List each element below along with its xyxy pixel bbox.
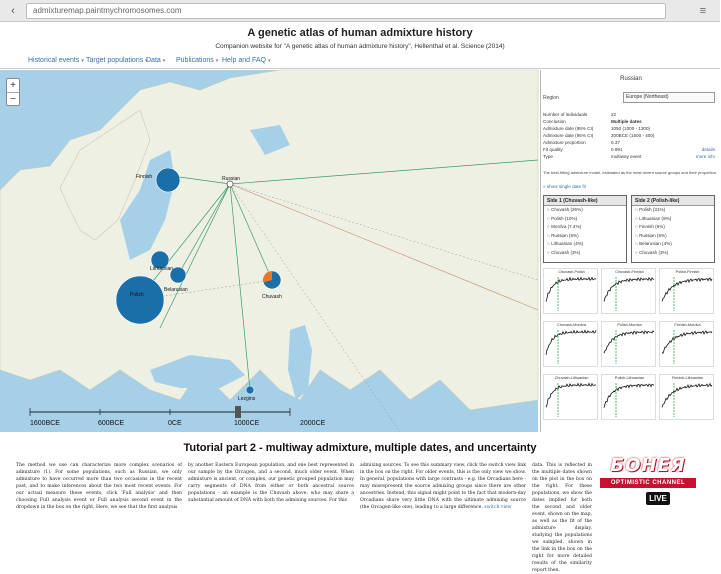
side2-list[interactable] [631, 195, 715, 263]
label-lezgins[interactable]: Lezgins [238, 396, 256, 402]
pie-chuvash [263, 271, 281, 289]
side1-list[interactable] [543, 195, 627, 263]
plot-title: Chuvash-Polish [558, 270, 585, 274]
list-item[interactable]: ○ Russian (5%) [544, 232, 626, 241]
browser-toolbar [0, 0, 720, 22]
coancestry-plot [601, 268, 656, 314]
label-finnish[interactable]: Finnish [136, 174, 153, 180]
tutorial-column-4: data. This is reflected in the multiple dates shown on the plot in the box on the right. For these populations, we show the dates implied for both the second and older event, shown on the map, as well as the fit of the admixture display, studying the populations we sampled, shown in the link in the box on the right for more detailed results of the similarity report then. [532, 463, 592, 573]
stat-row: Admixture date (95% CI) 1050 (1000 - 1300) [543, 126, 651, 131]
tab-historical-events[interactable]: Historical events ▾ [28, 57, 84, 64]
zoom-control [6, 78, 20, 106]
stat-row: Conclusion Multiple dates [543, 119, 642, 124]
label-polish[interactable]: Polish [130, 292, 144, 298]
tutorial-title: Tutorial part 2 - multiway admixture, multiple dates, and uncertainty [183, 442, 537, 454]
list-item[interactable]: ○ Mordva (7.4%) [544, 223, 626, 232]
plot-curve [660, 381, 715, 419]
stat-row: Fit quality 0.991 details [543, 147, 715, 152]
live-badge: LIVE [646, 492, 670, 505]
coancestry-plot [543, 268, 598, 314]
coancestry-plot [659, 374, 714, 420]
plot-curve [602, 381, 657, 419]
tab-publications[interactable]: Publications ▾ [176, 57, 218, 64]
plot-curve [602, 275, 657, 313]
stats-table [543, 112, 719, 161]
plot-curve [544, 328, 599, 366]
coancestry-plot [601, 321, 656, 367]
plot-curve [660, 275, 715, 313]
show-single-date-link[interactable]: » show single date fit [543, 184, 586, 189]
tutorial-column-3 [360, 462, 526, 511]
admixture-map[interactable] [0, 70, 538, 432]
tick-1000ce: 1000CE [234, 420, 260, 427]
menu-icon[interactable]: ≡ [699, 5, 707, 17]
timeline-axis [0, 400, 538, 432]
coancestry-plot [543, 321, 598, 367]
address-bar[interactable]: admixturemap.paintmychromosomes.com [26, 3, 666, 19]
coancestry-plot [659, 321, 714, 367]
plot-title: Polish-Mordva [617, 323, 642, 327]
details-link[interactable]: details [701, 147, 715, 152]
side2-title: Side 2 (Polish-like) [632, 196, 714, 206]
plot-title: Polish-Finnish [675, 270, 700, 274]
plot-title: Polish-Lithuanian [614, 376, 645, 380]
more-info-link[interactable]: more info [695, 154, 715, 159]
page-title: A genetic atlas of human admixture history [247, 27, 473, 39]
tutorial-column-2: by another Eastern European population, and one best represented in our sample by the Orcagen, and a second, much older event. When admixture is ancient, or complex, our genetic grouped population may carry segments of DNA from either or both ancestral source populations - an example is the Chuvash above, who may share a substantial amount of DNA with both the admixing sources. For this [188, 463, 354, 503]
region-label: Region [543, 95, 559, 101]
plot-curve [544, 381, 599, 419]
tick-0ce: 0CE [168, 420, 182, 427]
label-lithuanian[interactable]: Lithuanian [150, 266, 174, 272]
stat-row: Number of individuals 22 [543, 112, 617, 117]
main-nav [0, 55, 720, 69]
land-eurasia [0, 70, 538, 410]
list-item[interactable]: ○ Chuvash (3%) [632, 249, 714, 258]
timeline-slider[interactable] [0, 400, 538, 432]
list-item[interactable]: ○ Russian (5%) [632, 232, 714, 241]
stat-row: Admixture proportion 0.37 [543, 140, 620, 145]
page-subtitle: Companion website for "A genetic atlas of human admixture history", Hellenthal et al. Science (2014) [215, 43, 505, 50]
list-item[interactable]: ○ Polish (10%) [544, 215, 626, 224]
region-dropdown[interactable]: Europe (Northeast) [623, 92, 715, 103]
timeline-handle [235, 406, 241, 418]
tutorial-column-1: The method we use can characterize more complex scenarios of admixture (1). For some populations, such as Russian, we only admixture to have occurred more than two occasions in the recent past, and to make inferences about the two most recent events. For our actual measure these events, click 'Full analysis' and then choosing Full analysis event or Full analysis second event in the dropdown in the box on the right. Here, we see that the first analysis [16, 463, 182, 510]
label-belarusian[interactable]: Belarusian [164, 287, 188, 293]
plot-curve [602, 328, 657, 366]
list-item[interactable]: ○ Chuvash (3%) [544, 249, 626, 258]
tutorial-column-3-text: admixing sources. To see this summary view, click the switch view link in the box on the right. For older events, this is the only view we show. In general, populations with large contrasts - e.g. the Orcadians here - may misrepresent the source admixing groups since there are other ancestries. Instead, this signal might point to the fact that modern-day Orcadians share very little DNA with the ultimate admixing source (the Orcagen-like one), leading to a large difference. [360, 463, 526, 510]
zoom-out-button[interactable]: − [7, 92, 19, 105]
tv-channel-logo [596, 455, 700, 515]
tick-1600bce: 1600BCE [30, 420, 60, 427]
tick-2000ce: 2000CE [300, 420, 326, 427]
plot-title: Finnish-Mordva [674, 323, 701, 327]
label-russian[interactable]: Russian [222, 176, 241, 182]
list-item[interactable]: ○ Belarusian (4%) [632, 240, 714, 249]
pie-poland [116, 276, 164, 324]
back-icon[interactable]: ‹ [11, 5, 15, 17]
model-note: The best-fitting admixture model, estimated as the most recent source groups and their proportion. [543, 170, 718, 175]
plot-curve [544, 275, 599, 313]
list-item[interactable]: ○ Lithuanian (4%) [544, 240, 626, 249]
switch-view-link[interactable]: switch view [484, 505, 512, 510]
tick-600bce: 600BCE [98, 420, 125, 427]
panel-title: Russian [620, 76, 642, 82]
list-item[interactable]: ○ Chuvash (26%) [544, 206, 626, 215]
tv-ribbon: OPTIMISTIC CHANNEL [600, 478, 696, 488]
coancestry-plots [543, 268, 719, 430]
tv-brand-text: БОНЕЯ [610, 455, 686, 476]
tab-target-populations[interactable]: Target populations ▾ [86, 57, 148, 64]
list-item[interactable]: ○ Lithuanian (8%) [632, 215, 714, 224]
plot-title: Chuvash-Lithuanian [554, 376, 589, 380]
plot-title: Chuvash-Finnish [615, 270, 644, 274]
zoom-in-button[interactable]: + [10, 80, 16, 91]
coancestry-plot [543, 374, 598, 420]
stat-row: Admixture date (95% CI) 200BCE (1500 - 400) [543, 133, 655, 138]
pie-finnish [156, 168, 180, 192]
map-canvas [0, 70, 538, 432]
stat-row: Type multiway event more info [543, 154, 715, 159]
list-item[interactable]: ○ Polish (31%) [632, 206, 714, 215]
plot-title: Finnish-Lithuanian [671, 376, 704, 380]
plot-curve [660, 328, 715, 366]
list-item[interactable]: ○ Finnish (6%) [632, 223, 714, 232]
tab-help-faq[interactable]: Help and FAQ ▾ [222, 57, 270, 64]
label-chuvash[interactable]: Chuvash [262, 294, 282, 300]
tab-data[interactable]: Data ▾ [146, 57, 165, 64]
coancestry-plot [659, 268, 714, 314]
plot-title: Chuvash-Mordva [557, 323, 586, 327]
population-panel [540, 70, 720, 432]
pie-lezgins [246, 386, 254, 394]
coancestry-plot [601, 374, 656, 420]
side1-title: Side 1 (Chuvash-like) [544, 196, 626, 206]
